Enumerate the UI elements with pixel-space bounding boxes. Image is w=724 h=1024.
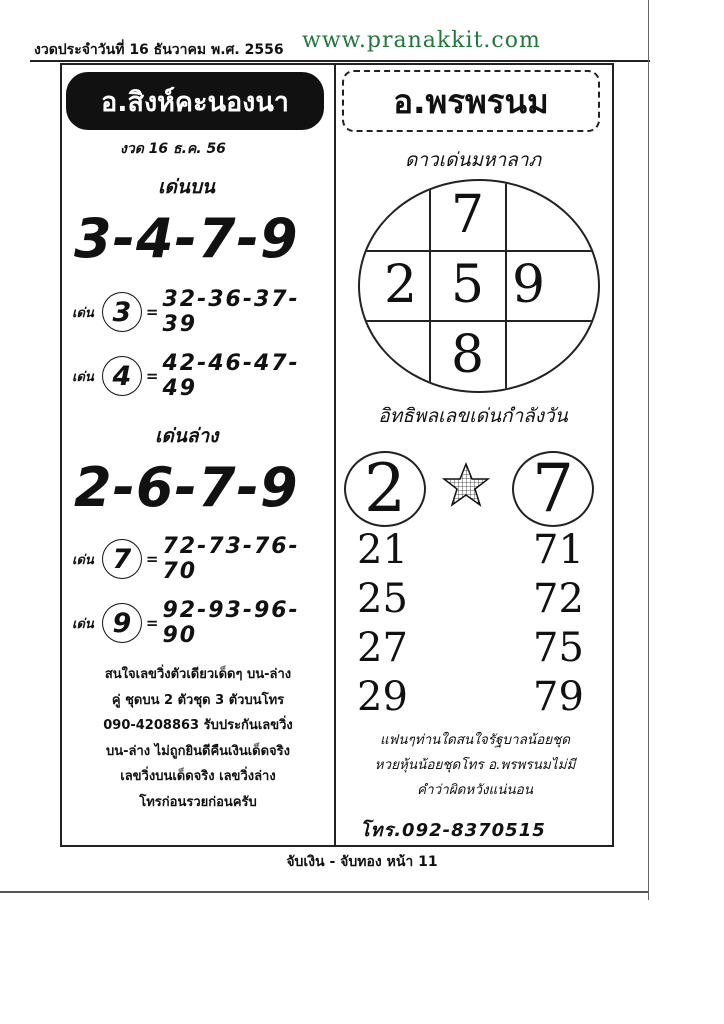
- lucky-digit-right: 7: [512, 451, 594, 527]
- page-edge: [648, 0, 649, 900]
- star-heading: ดาวเด่นมหาลาภ: [404, 149, 542, 171]
- upper-play-row: [72, 287, 334, 337]
- top-rule: [30, 60, 650, 62]
- influence-heading: อิทธิพลเลขเด่นกำลังวัน: [378, 405, 568, 427]
- promo-line: หวยหุ้นน้อยชุดโทร อ.พรพรนมไม่มี: [374, 757, 576, 773]
- lucky-digit-left: 2: [344, 451, 426, 527]
- left-number-list: [357, 526, 408, 722]
- play-digit-circle: 3: [102, 292, 142, 332]
- list-item: 21: [357, 527, 408, 573]
- left-promo: [62, 662, 334, 815]
- grid-bottom-digit: 8: [451, 325, 485, 385]
- left-title: อ.สิงห์คะนองนา: [66, 72, 324, 130]
- lower-play-row: [72, 534, 334, 584]
- upper-numbers: 3-4-7-9: [74, 207, 299, 270]
- list-item: 25: [357, 576, 408, 622]
- issue-date: งวดประจำวันที่ 16 ธันวาคม พ.ศ. 2556: [34, 42, 284, 58]
- contact-phone: โทร.092-8370515: [360, 820, 546, 841]
- promo-line: คู่ ชุดบน 2 ตัวชุด 3 ตัวบนโทร: [111, 692, 285, 708]
- upper-play-row: [72, 351, 334, 401]
- play-values: 72-73-76-70: [162, 534, 300, 584]
- grid-center-digit: 5: [451, 255, 485, 315]
- list-item: 72: [533, 576, 584, 622]
- equals-sign: =: [145, 614, 159, 632]
- promo-line: บน-ล่าง ไม่ถูกยินดีคืนเงินเด็ดจริง: [105, 743, 290, 759]
- equals-sign: =: [145, 303, 159, 321]
- grid-line: [505, 181, 507, 391]
- play-label: เด่น: [72, 305, 94, 321]
- promo-line: แฟนๆท่านใดสนใจรัฐบาลน้อยชุด: [379, 732, 571, 748]
- lower-numbers: 2-6-7-9: [74, 456, 299, 519]
- play-digit-circle: 7: [102, 539, 142, 579]
- promo-line: 090-4208863 รับประกันเลขวิ่ง: [103, 718, 293, 733]
- equals-sign: =: [145, 367, 159, 385]
- upper-heading: เด่นบน: [158, 176, 215, 198]
- grid-line: [360, 250, 598, 252]
- play-digit-circle: 4: [102, 356, 142, 396]
- lower-play-row: [72, 598, 334, 648]
- list-item: 27: [357, 625, 408, 671]
- promo-line: เลขวิ่งบนเด็ดจริง เลขวิ่งล่าง: [120, 769, 276, 784]
- column-divider: [334, 63, 336, 845]
- grid-line: [429, 181, 431, 391]
- list-item: 71: [533, 527, 584, 573]
- play-label: เด่น: [72, 552, 94, 568]
- draw-date: งวด 16 ธ.ค. 56: [120, 141, 226, 157]
- grid-top-digit: 7: [451, 185, 485, 245]
- right-promo: [340, 728, 610, 803]
- list-item: 29: [357, 674, 408, 720]
- right-number-list: [533, 526, 584, 722]
- star-icon: [442, 462, 490, 508]
- play-values: 92-93-96-90: [162, 598, 300, 648]
- promo-line: สนใจเลขวิ่งตัวเดียวเด็ดๆ บน-ล่าง: [104, 667, 292, 682]
- grid-left-digit: 2: [384, 255, 418, 315]
- play-label: เด่น: [72, 369, 94, 385]
- page-footer: จับเงิน - จับทอง หน้า 11: [286, 854, 438, 870]
- lower-heading: เด่นล่าง: [155, 425, 219, 447]
- play-digit-circle: 9: [102, 603, 142, 643]
- site-url[interactable]: www.pranakkit.com: [302, 28, 541, 53]
- grid-line: [360, 320, 598, 322]
- right-title: อ.พรพรนม: [342, 70, 600, 132]
- grid-right-digit: 9: [512, 255, 546, 315]
- list-item: 79: [533, 674, 584, 720]
- number-circle: [358, 179, 600, 393]
- list-item: 75: [533, 625, 584, 671]
- play-values: 42-46-47-49: [162, 351, 300, 401]
- play-label: เด่น: [72, 616, 94, 632]
- promo-line: คำว่าผิดหวังแน่นอน: [416, 782, 533, 798]
- promo-line: โทรก่อนรวยก่อนครับ: [139, 794, 257, 810]
- equals-sign: =: [145, 550, 159, 568]
- play-values: 32-36-37-39: [162, 287, 300, 337]
- bottom-rule: [0, 891, 648, 893]
